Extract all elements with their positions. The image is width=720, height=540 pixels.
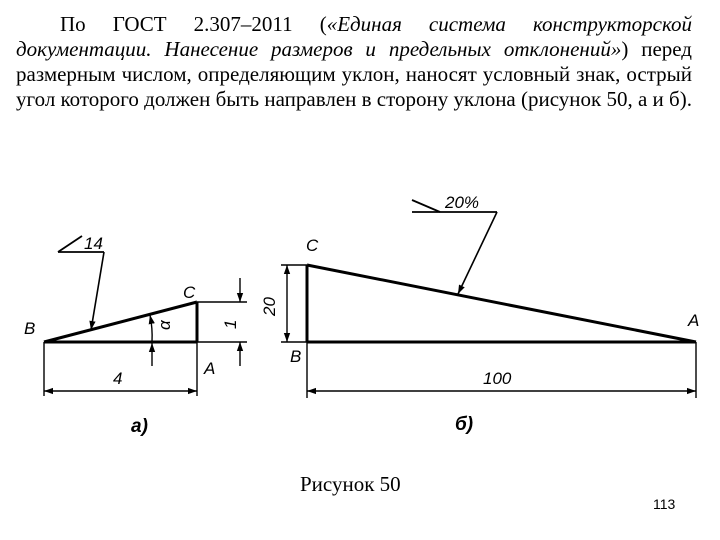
fig-a-slope-symbol-top [58,236,82,252]
fig-a-slope-leader [91,252,104,330]
figure-b-labels [260,193,699,435]
figure-a [44,236,247,396]
paragraph-part-1: По ГОСТ 2.307–2011 ( [60,12,327,36]
paragraph-part-2: ) перед размерным числом, определяющим уклон, наносят условный знак, острый угол которого должен быть направлен в сторону уклона (рисунок 50, а и б). [16,37,692,111]
fig-a-point-a: A [204,359,216,378]
fig-a-hypotenuse [44,302,197,342]
paragraph-standard-title: «Единая система конструкторской документации. Нанесение размеров и предельных отклонений» [16,12,692,61]
fig-a-angle-label: α [155,320,174,330]
fig-b-slope-label: 20% [445,193,480,212]
fig-a-slope-label: 14 [84,234,103,253]
fig-b-sublabel: б) [455,414,474,435]
figure-a-labels [24,234,240,437]
fig-a-sublabel: а) [131,416,148,437]
fig-b-slope-symbol-top [412,200,440,212]
fig-a-point-b: B [24,319,36,338]
fig-b-length-label: 100 [483,369,512,388]
fig-b-hypotenuse [307,265,696,342]
fig-a-point-c: C [183,283,196,302]
fig-b-point-b: B [290,347,302,366]
fig-b-height-label: 20 [260,297,279,316]
fig-a-height-label: 1 [221,319,240,329]
fig-b-point-c: C [306,236,319,255]
fig-b-slope-leader [458,212,497,294]
fig-a-length-label: 4 [113,369,123,388]
fig-b-point-a: A [688,311,700,330]
figure-caption: Рисунок 50 [300,472,401,496]
fig-a-angle-arc [150,315,152,342]
page-number: 113 [653,496,676,512]
